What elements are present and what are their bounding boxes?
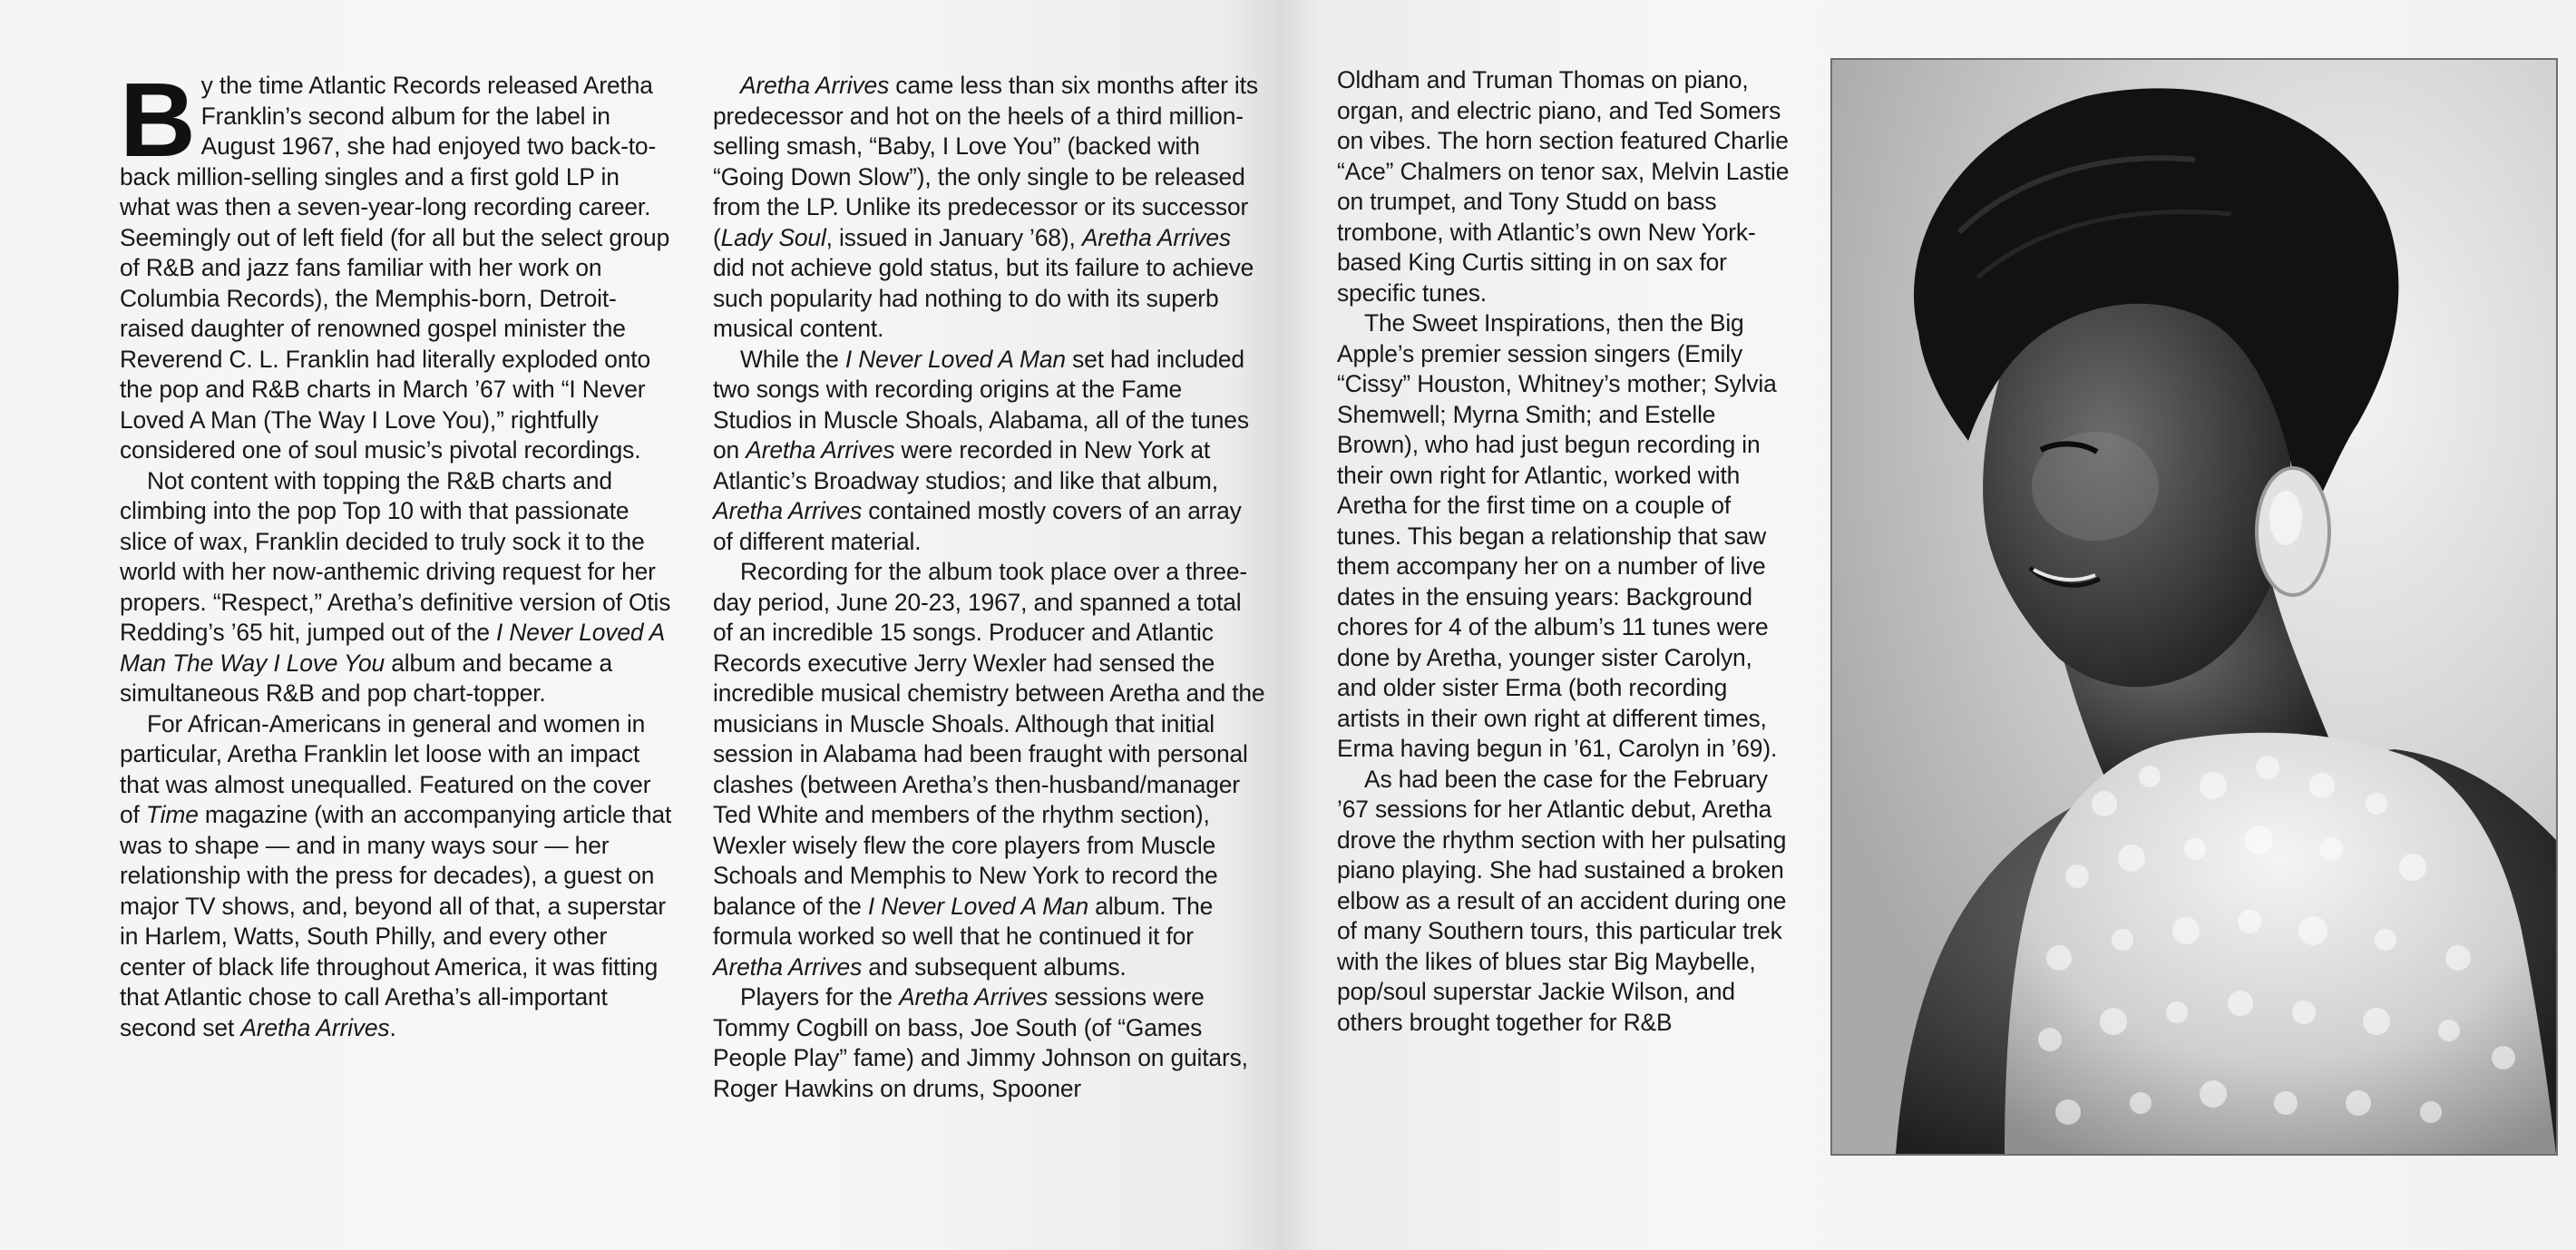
text-column-1 bbox=[120, 61, 675, 1043]
paragraph: Players for the Aretha Arrives sessions were Tommy Cogbill on bass, Joe South (of “Games People Play” fame) and Jimmy Johnson on guitars, Roger Hawkins on drums, Spooner bbox=[713, 983, 1248, 1102]
text-column-2 bbox=[713, 71, 1266, 1104]
paragraph: Oldham and Truman Thomas on piano, organ, and electric piano, and Ted Somers on vibes. The horn section featured Charlie “Ace” Chalmers on tenor sax, Melvin Lastie on trumpet, and Tony Studd on bass trombone, with Atlantic’s own New York-based King Curtis sitting in on sax for specific tunes. bbox=[1337, 66, 1790, 307]
portrait-photo bbox=[1830, 58, 2558, 1156]
paragraph: As had been the case for the February ’67 sessions for her Atlantic debut, Aretha drove the rhythm section with her pulsating piano playing. She had sustained a broken elbow as a result of an accident during one of many Southern tours, this particular trek with the likes of blues star Big Maybelle, pop/soul superstar Jackie Wilson, and others brought together for R&B bbox=[1337, 765, 1787, 1036]
paragraph: The Sweet Inspirations, then the Big Apple’s premier session singers (Emily “Cissy” Houston, Whitney’s mother; Sylvia Shemwell; Myrna Smith; and Estelle Brown), who had just begun recording in their own right for Atlantic, worked with Aretha for the first time on a couple of tunes. This began a relationship that saw them accompany her on a number of live dates in the ensuing years: Background chores for 4 of the album’s 11 tunes were done by Aretha, younger sister Carolyn, and older sister Erma (both recording artists in their own right at different times, Erma having begun in ’61, Carolyn in ’69). bbox=[1337, 309, 1778, 762]
paragraph: By the time Atlantic Records released Aretha Franklin’s second album for the label in August 1967, she had enjoyed two back-to-back million-selling singles and a first gold LP in what was then a seven-year-long recording career. Seemingly out of left field (for all but the select group of R&B and jazz fans familiar with her work on Columbia Records), the Memphis-born, Detroit-raised daughter of renowned gospel minister the Reverend C. L. Franklin had literally exploded onto the pop and R&B charts in March ’67 with “I Never Loved A Man (The Way I Love You),” rightfully considered one of soul music’s pivotal recordings. bbox=[120, 61, 670, 464]
drop-cap: B bbox=[120, 61, 196, 179]
paragraph: Recording for the album took place over a three-day period, June 20-23, 1967, and spanned a total of an incredible 15 songs. Producer and Atlantic Records executive Jerry Wexler had sensed the incredible musical chemistry between Aretha and the musicians in Muscle Shoals. Although that initial session in Alabama had been fraught with personal clashes (between Aretha’s then-husband/manager Ted White and members of the rhythm section), Wexler wisely flew the core players from Muscle Schoals and Memphis to New York to record the balance of the I Never Loved A Man album. The formula worked so well that he continued it for Aretha Arrives and subsequent albums. bbox=[713, 558, 1265, 981]
paragraph: Aretha Arrives came less than six months after its predecessor and hot on the heels of a third million-selling smash, “Baby, I Love You” (backed with “Going Down Slow”), the only single to be released from the LP. Unlike its predecessor or its successor (Lady Soul, issued in January ’68), Aretha Arrives did not achieve gold status, but its failure to achieve such popularity had nothing to do with its superb musical content. bbox=[713, 72, 1258, 342]
text-column-3 bbox=[1337, 65, 1791, 1038]
paragraph: For African-Americans in general and women in particular, Aretha Franklin let loose with an impact that was almost unequalled. Featured on the cover of Time magazine (with an accompanying article that was to shape — and in many ways sour — her relationship with the press for decades), a guest on major TV shows, and, beyond all of that, a superstar in Harlem, Watts, South Philly, and every other center of black life throughout America, it was fitting that Atlantic chose to call Aretha’s all-important second set Aretha Arrives. bbox=[120, 709, 672, 1041]
left-page bbox=[0, 0, 1279, 1250]
portrait-illustration bbox=[1832, 60, 2556, 1154]
paragraph: Not content with topping the R&B charts and climbing into the pop Top 10 with that passionate slice of wax, Franklin decided to truly sock it to the world with her now-anthemic driving request for her propers. “Respect,” Aretha’s definitive version of Otis Redding’s ’65 hit, jumped out of the I Never Loved A Man The Way I Love You album and became a simultaneous R&B and pop chart-topper. bbox=[120, 466, 671, 707]
paragraph: While the I Never Loved A Man set had included two songs with recording origins at the Fame Studios in Muscle Shoals, Alabama, all of the tunes on Aretha Arrives were recorded in New York at Atlantic’s Broadway studios; and like that album, Aretha Arrives contained mostly covers of an array of different material. bbox=[713, 345, 1249, 555]
